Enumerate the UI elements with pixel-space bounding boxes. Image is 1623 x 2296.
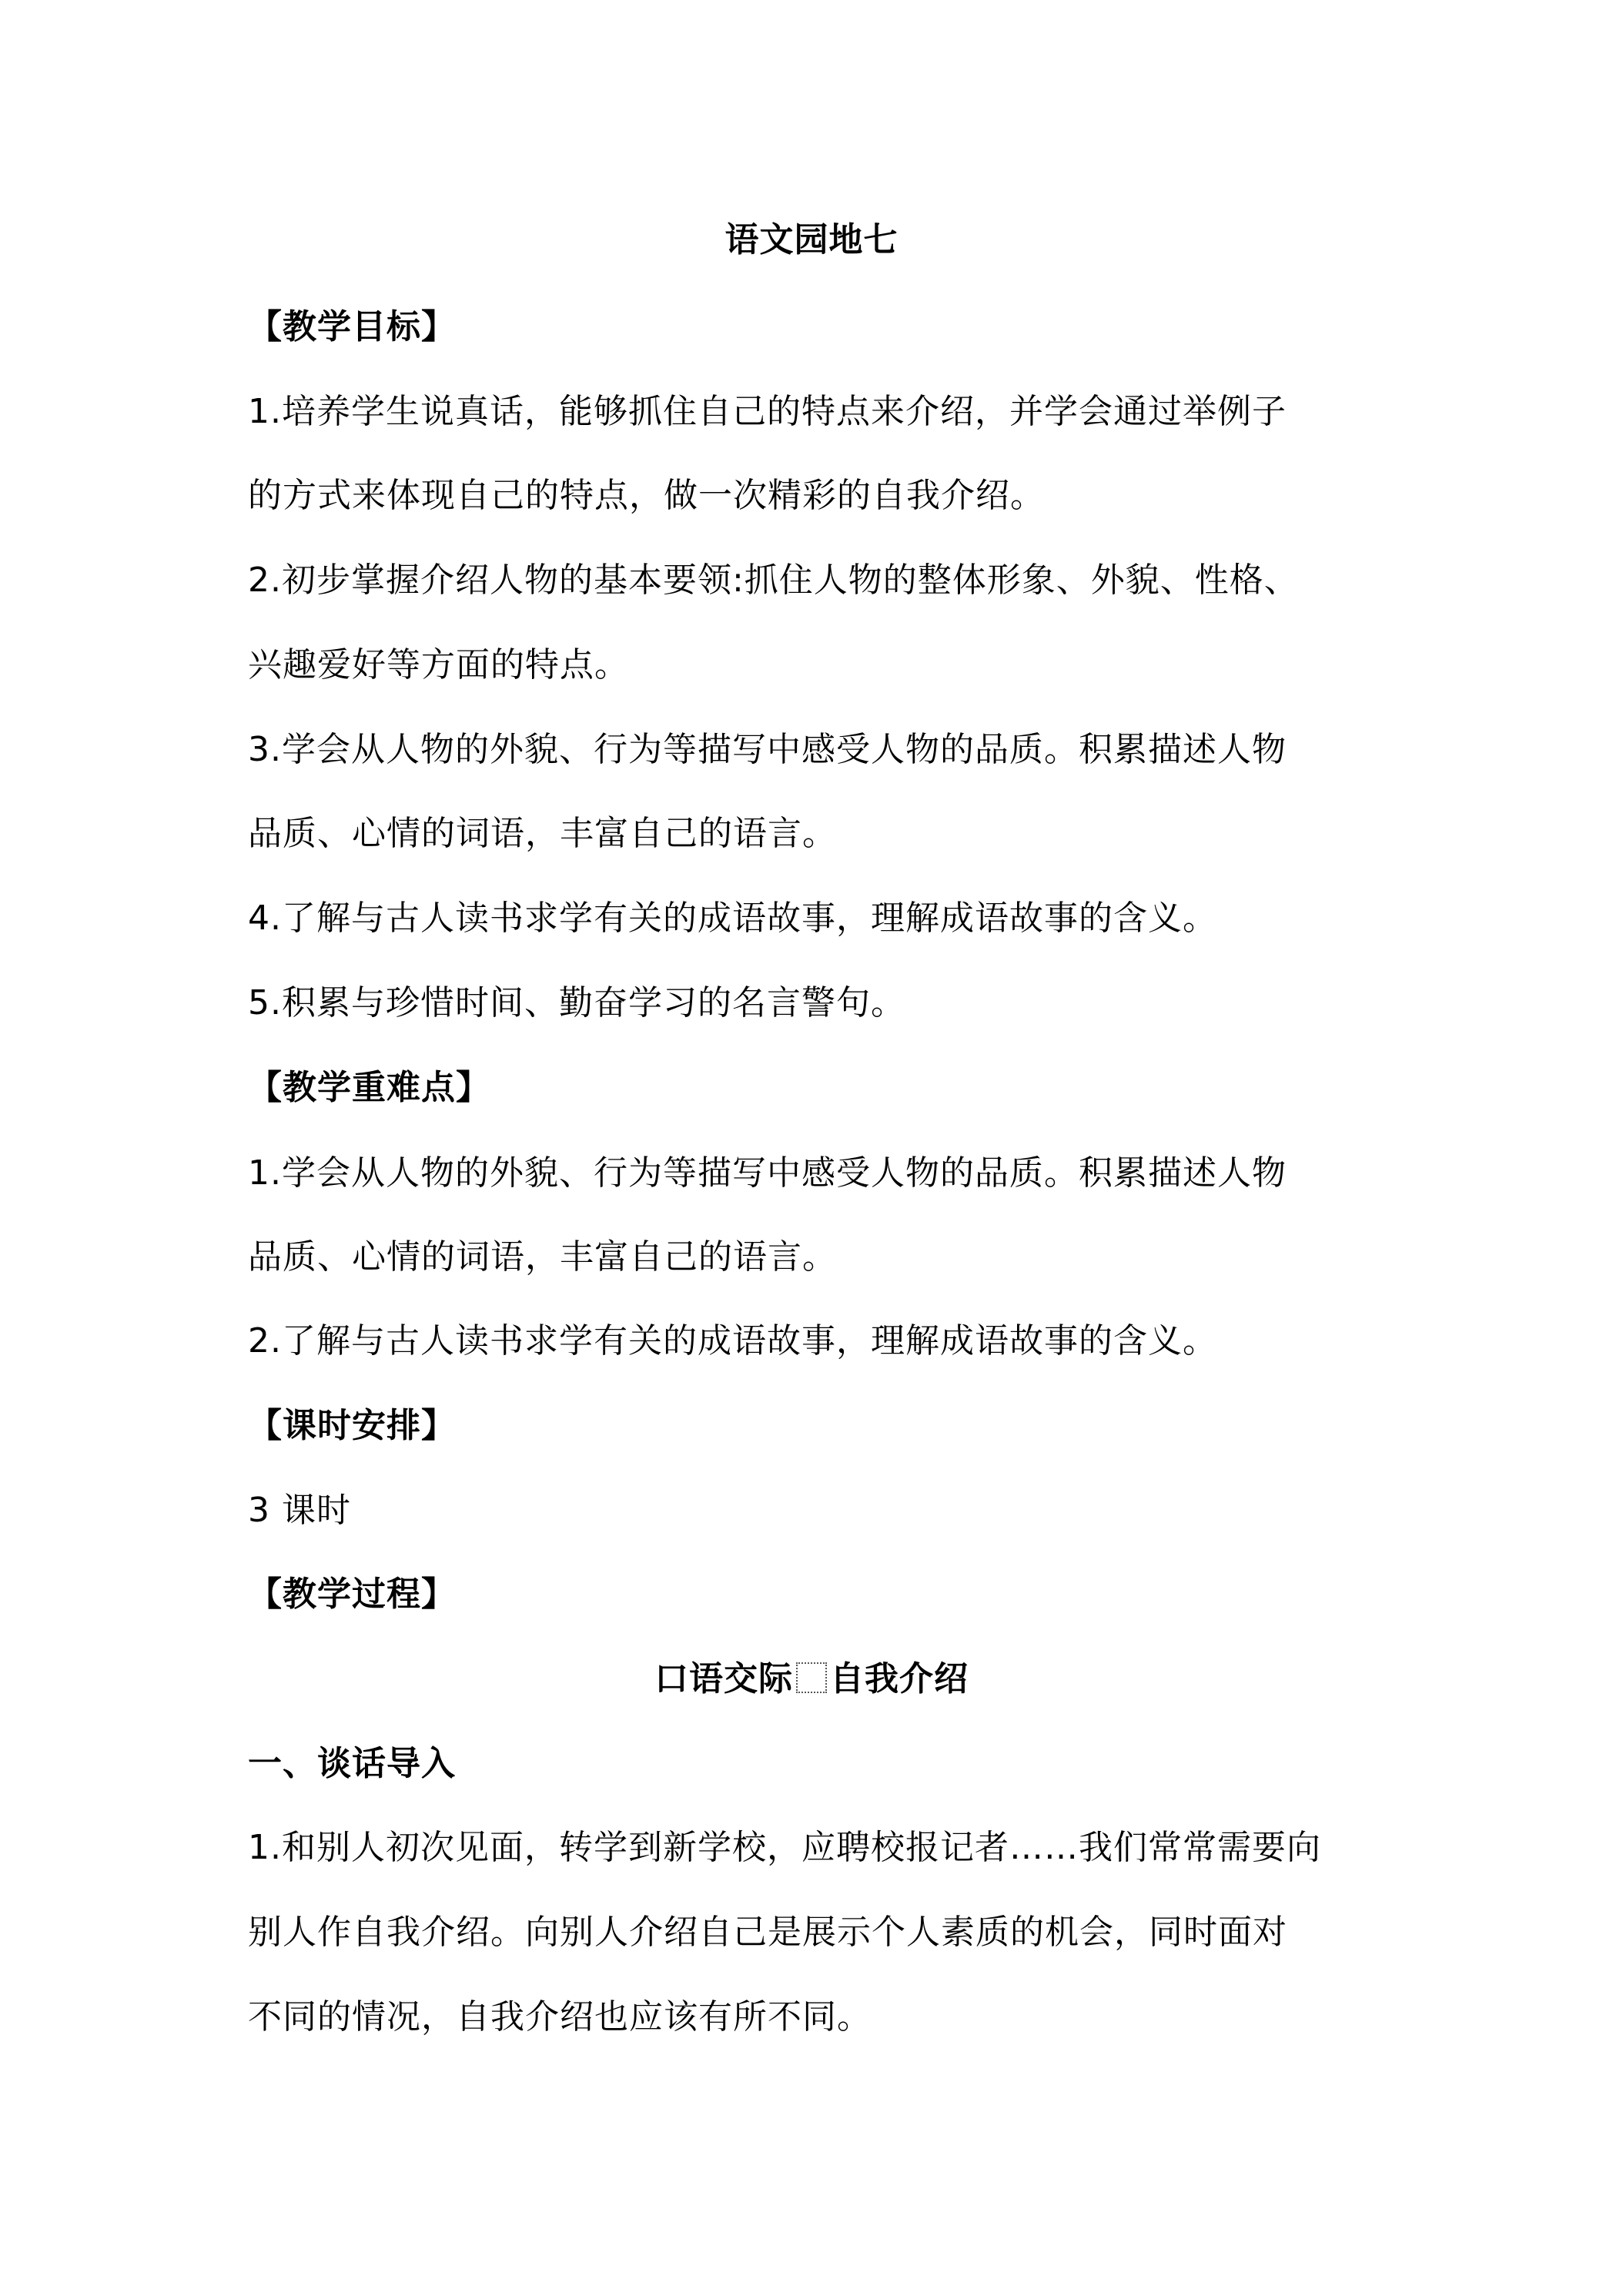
- goals-line-7: 4.了解与古人读书求学有关的成语故事，理解成语故事的含义。: [248, 899, 1217, 938]
- key-points-line-2: 品质、心情的词语，丰富自己的语言。: [248, 1237, 837, 1277]
- key-points-line-1: 1.学会从人物的外貌、行为等描写中感受人物的品质。积累描述人物: [248, 1153, 1287, 1193]
- subtitle-right: 自我介绍: [830, 1659, 969, 1699]
- goals-line-3: 2.初步掌握介绍人物的基本要领:抓住人物的整体形象、外貌、性格、: [248, 561, 1299, 600]
- goals-line-8: 5.积累与珍惜时间、勤奋学习的名言警句。: [248, 983, 905, 1022]
- process-heading: 【教学过程】: [248, 1575, 456, 1614]
- part1-line-2: 别人作自我介绍。向别人介绍自己是展示个人素质的机会，同时面对: [248, 1913, 1287, 1952]
- goals-line-5: 3.学会从人物的外貌、行为等描写中感受人物的品质。积累描述人物: [248, 730, 1287, 769]
- goals-line-2: 的方式来体现自己的特点，做一次精彩的自我介绍。: [248, 476, 1045, 515]
- section-subtitle: [0, 1656, 1623, 1702]
- schedule-text: 3 课时: [248, 1491, 351, 1530]
- key-points-heading: 【教学重难点】: [248, 1068, 490, 1107]
- goals-line-6: 品质、心情的词语，丰富自己的语言。: [248, 814, 837, 853]
- goals-heading: 【教学目标】: [248, 307, 456, 346]
- key-points-line-3: 2.了解与古人读书求学有关的成语故事，理解成语故事的含义。: [248, 1321, 1217, 1361]
- schedule-heading: 【课时安排】: [248, 1406, 456, 1445]
- part1-heading: 一、谈话导入: [248, 1744, 456, 1783]
- goals-line-4: 兴趣爱好等方面的特点。: [248, 645, 629, 684]
- document-title: 语文园地七: [724, 220, 899, 259]
- subtitle-left: 口语交际: [654, 1659, 793, 1699]
- part1-line-1: 1.和别人初次见面，转学到新学校，应聘校报记者……我们常常需要向: [248, 1828, 1321, 1867]
- goals-line-1: 1.培养学生说真话，能够抓住自己的特点来介绍，并学会通过举例子: [248, 392, 1287, 431]
- part1-line-3: 不同的情况，自我介绍也应该有所不同。: [248, 1997, 872, 2037]
- placeholder-glyph-icon: [796, 1662, 827, 1693]
